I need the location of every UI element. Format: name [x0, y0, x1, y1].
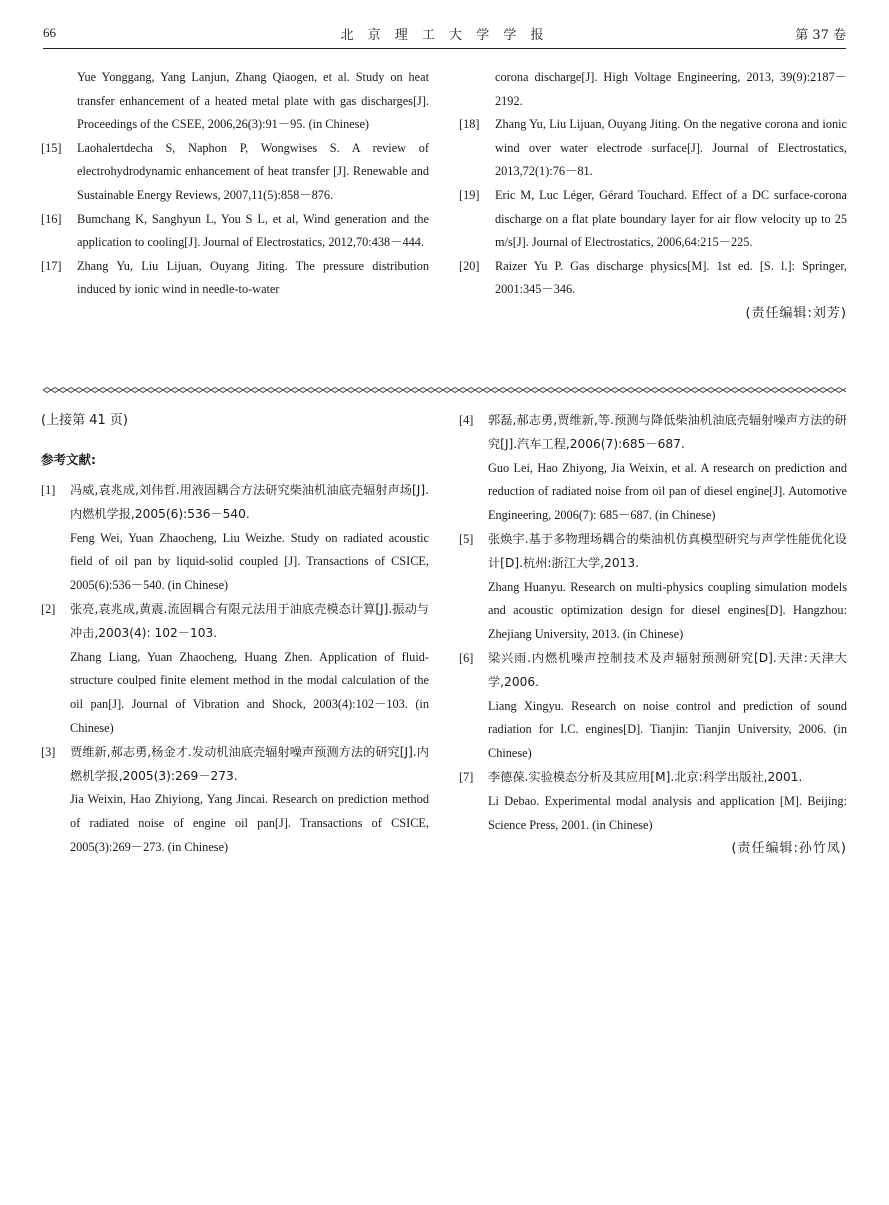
editor-credit-top: (责任编辑:刘芳) [745, 305, 847, 321]
top-right-column [459, 66, 847, 325]
reference-18: [18] Zhang Yu, Liu Lijuan, Ouyang Jiting. On the negative corona and ionic wind over water electrode surface[J]. Journal of Electrostatics, 2013,72(1):76－81. [459, 117, 847, 179]
reference-7: [7] 李德葆.实验模态分析及其应用[M].北京:科学出版社,2001. Li Debao. Experimental modal analysis and application [M]. Beijing: Science Press, 2001. (in Chinese) [459, 769, 847, 832]
bottom-left-column [41, 409, 429, 860]
reference-16: [16] Bumchang K, Sanghyun L, You S L, et al, Wind generation and the application to cooling[J]. Journal of Electrostatics, 2012,70:438－444. [41, 211, 429, 250]
page-number: 66 [43, 25, 56, 40]
continued-note: (上接第 41 页) [41, 413, 128, 428]
reference-14-continued: Yue Yonggang, Yang Lanjun, Zhang Qiaogen, et al. Study on heat transfer enhancement of a heated metal plate with gas discharges[J]. Proceedings of the CSEE, 2006,26(3):91－95. (in Chinese) [77, 70, 429, 132]
reference-1: [1] 冯威,袁兆成,刘伟哲.用液固耦合方法研究柴油机油底壳辐射声场[J].内燃机学报,2005(6):536－540. Feng Wei, Yuan Zhaocheng, Liu Weizhe. Study on radiated acoustic field of oil pan by liquid-solid coupled [J]. Transactions of CSICE, 2005(6):536－540. (in Chinese) [41, 483, 429, 593]
reference-4: [4] 郭磊,郝志勇,贾维新,等.预测与降低柴油机油底壳辐射噪声方法的研究[J].汽车工程,2006(7):685－687. Guo Lei, Hao Zhiyong, Jia Weixin, et al. A research on prediction and reduction of radiated noise from oil pan of diesel engine[J]. Automotive Engineering, 2006(7): 685－687. (in Chinese) [459, 413, 847, 523]
article-separator [43, 386, 846, 394]
volume-label: 第 37 卷 [795, 28, 846, 43]
reference-6: [6] 梁兴雨.内燃机噪声控制技术及声辐射预测研究[D].天津:天津大学,2006. Liang Xingyu. Research on noise control and prediction of sound radiation for I.C. engines[D]. Tianjin: Tianjin University, 2006. (in Chinese) [459, 650, 847, 761]
bottom-right-column [459, 409, 847, 860]
reference-17-continued: corona discharge[J]. High Voltage Engineering, 2013, 39(9):2187－2192. [495, 70, 847, 108]
reference-19: [19] Eric M, Luc Léger, Gérard Touchard. Effect of a DC surface-corona discharge on a flat plate boundary layer for air flow velocity up to 25 m/s[J]. Journal of Electrostatics, 2006,64:215－225. [459, 187, 847, 250]
editor-credit-bottom: (责任编辑:孙竹凤) [731, 841, 847, 857]
reference-2: [2] 张亮,袁兆成,黄震.流固耦合有限元法用于油底壳模态计算[J].振动与冲击,2003(4): 102－103. Zhang Liang, Yuan Zhaocheng, Huang Zhen. Application of fluid-structure coulped finite element method in the modal calculation of the oil pan[J]. Journal of Vibration and Shock, 2003(4):102－103. (in Chinese) [41, 601, 429, 735]
running-header [43, 22, 846, 46]
reference-5: [5] 张焕宇.基于多物理场耦合的柴油机仿真模型研究与声学性能优化设计[D].杭州:浙江大学,2013. Zhang Huanyu. Research on multi-physics coupling simulation models and acoustic optimization design for diesel engines[D]. Hangzhou: Zhejiang University, 2013. (in Chinese) [459, 531, 847, 642]
reference-15: [15] Laohalertdecha S, Naphon P, Wongwises S. A review of electrohydrodynamic enhancement of heat transfer [J]. Renewable and Sustainable Energy Reviews, 2007,11(5):858－876. [41, 140, 429, 202]
header-rule [43, 48, 846, 49]
reference-3: [3] 贾维新,郝志勇,杨金才.发动机油底壳辐射噪声预测方法的研究[J].内燃机学报,2005(3):269－273. Jia Weixin, Hao Zhiyiong, Yang Jincai. Research on prediction method of radiated noise of engine oil pan[J]. Transactions of CSICE, 2005(3):269－273. (in Chinese) [41, 744, 429, 854]
reference-17: [17] Zhang Yu, Liu Lijuan, Ouyang Jiting. The pressure distribution induced by ionic wind in needle-to-water [41, 258, 429, 297]
reference-20: [20] Raizer Yu P. Gas discharge physics[M]. 1st ed. [S. l.]: Springer, 2001:345－346. [459, 258, 847, 297]
top-left-column [41, 66, 429, 302]
journal-name: 北 京 理 工 大 学 学 报 [340, 28, 549, 43]
references-heading: 参考文献: [41, 452, 96, 467]
